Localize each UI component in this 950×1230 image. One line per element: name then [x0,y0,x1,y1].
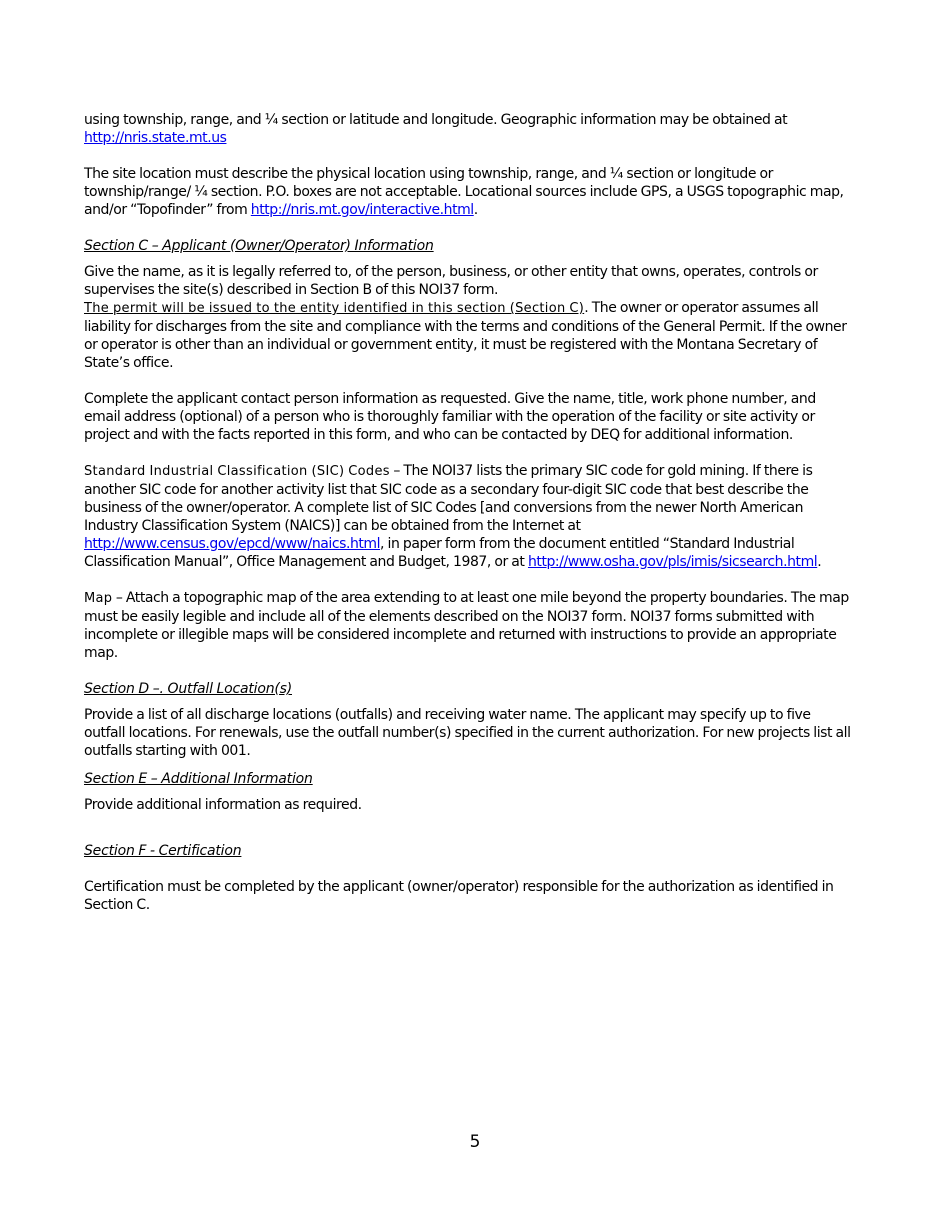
permit-entity-note: The permit will be issued to the entity identified in this section (Section C) [84,301,585,316]
nris-interactive-link[interactable]: http://nris.mt.gov/interactive.html [250,202,474,218]
contact-person-paragraph: Complete the applicant contact person information as requested. Give the name, title, work phone number, and email address (optional) of a person who is thoroughly familiar with the operation of the facility or site activity or project and with the facts reported in this form, and who can be contacted by DEQ for additional information. [84,391,816,443]
site-location-paragraph: The site location must describe the physical location using township, range, and ¼ section or longitude or township/range/ ¼ section. P.O. boxes are not acceptable. Locational sources include GPS, a USGS topographic map, and/or “Topofinder” from http://nris.mt.gov/interactive.html. [84,166,844,218]
map-label: Map [84,591,113,606]
section-f-heading: Section F - Certification [84,843,242,859]
section-e-heading: Section E – Additional Information [84,771,313,787]
section-d-paragraph: Provide a list of all discharge locations (outfalls) and receiving water name. The applicant may specify up to five outfall locations. For renewals, use the outfall number(s) specified in the current authorization. For new projects list all outfalls starting with 001. [84,707,851,759]
map-paragraph: Map – Attach a topographic map of the area extending to at least one mile beyond the property boundaries. The map must be easily legible and include all of the elements described on the NOI37 form. NOI37 forms submitted with incomplete or illegible maps will be considered incomplete and returned with instructions to provide an appropriate map. [84,590,849,661]
nris-state-link[interactable]: http://nris.state.mt.us [84,130,227,146]
census-naics-link[interactable]: http://www.census.gov/epcd/www/naics.html [84,536,381,552]
sic-codes-label: Standard Industrial Classification (SIC) Codes [84,464,390,479]
page-number: 5 [469,1132,481,1152]
sic-codes-paragraph: Standard Industrial Classification (SIC) Codes – The NOI37 lists the primary SIC code for gold mining. If there is another SIC code for another activity list that SIC code as a secondary four-digit SIC code that best describe the business of the owner/operator. A complete list of SIC Codes [and conversions from the newer North American Industry Classification System (NAICS)] can be obtained from the Internet at http://www.census.gov/epcd/www/naics.html, in paper form from the document entitled “Standard Industrial Classification Manual”, Office Management and Budget, 1987, or at http://www.osha.gov/pls/imis/sicsearch.html. [84,463,822,570]
section-e-paragraph: Provide additional information as required. [84,797,362,813]
geographic-info-paragraph: using township, range, and ¼ section or latitude and longitude. Geographic information may be obtained at http://nris.state.mt.us [84,112,788,146]
section-d-heading: Section D –. Outfall Location(s) [84,681,292,697]
osha-sic-search-link[interactable]: http://www.osha.gov/pls/imis/sicsearch.html [527,554,818,570]
section-c-permit-paragraph: The permit will be issued to the entity identified in this section (Section C). The owner or operator assumes all liability for discharges from the site and compliance with the terms and conditions of the General Permit. If the owner or operator is other than an individual or government entity, it must be registered with the Montana Secretary of State’s office. [84,300,847,371]
section-c-name-paragraph: Give the name, as it is legally referred to, of the person, business, or other entity that owns, operates, controls or supervises the site(s) described in Section B of this NOI37 form. [84,264,818,298]
section-c-heading: Section C – Applicant (Owner/Operator) Information [84,238,434,254]
section-f-paragraph: Certification must be completed by the applicant (owner/operator) responsible for the authorization as identified in Section C. [84,879,834,913]
page-content [84,111,854,914]
